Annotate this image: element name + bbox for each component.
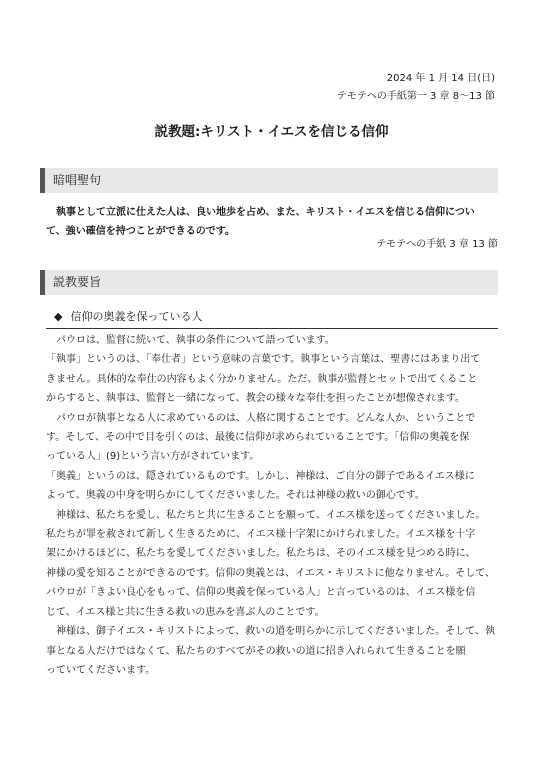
body-line: っていてくださいます。 — [46, 664, 156, 676]
recitation-heading: 暗唱聖句 — [40, 168, 498, 193]
body-line: 「奥義」というのは、隠されているものです。しかし、神様は、ご自分の御子であるイエス様に — [46, 470, 475, 482]
body-line: 神様の愛を知ることができるのです。信仰の奥義とは、イエス・キリストに他なりません。そして、 — [46, 567, 495, 579]
body-line: 神様は、御子イエス・キリストによって、救いの道を明らかに示してくださいました。そして、執 — [46, 626, 495, 638]
body-line: 神様は、私たちを愛し、私たちと共に生きることを願って、イエス様を送ってくださいました。 — [46, 509, 486, 521]
body-line: 「執事」というのは、「奉仕者」という意味の言葉です。執事という言葉は、聖書にはあまり出て — [46, 354, 481, 366]
body-line: じて、イエス様と共に生きる救いの恵みを喜ぶ人のことです。 — [46, 606, 325, 618]
body-line: からすると、執事は、監督と一緒になって、教会の様々な奉仕を担ったことが想像されます。 — [46, 393, 465, 405]
verse-line: 執事として立派に仕えた人は、良い地歩を占め、また、キリスト・イエスを信じる信仰につい — [46, 207, 475, 218]
body-line: パウロが執事となる人に求めているのは、人格に関することです。どんな人か、ということで — [46, 412, 476, 424]
body-line: パウロが「きよい良心をもって、信仰の奥義を保っている人」と言っているのは、イエス様を信 — [46, 587, 476, 599]
body-line: 架にかけるほどに、私たちを愛してくださいました。私たちは、そのイエス様を見つめる時に、 — [46, 548, 476, 560]
body-line: す。そして、その中で目を引くのは、最後に信仰が求められていることです。「信仰の奥義を保 — [46, 432, 470, 444]
body-line: きません。具体的な奉仕の内容もよく分かりません。ただ、執事が監督とセットで出てくること — [46, 373, 478, 385]
scripture-reference: テモテへの手紙第一 3 章 8～13 節 — [336, 91, 495, 102]
diamond-bullet-icon: ◆ — [54, 310, 63, 323]
summary-heading: 説教要旨 — [40, 270, 498, 295]
body-line: パウロは、監督に続いて、執事の条件について語っています。 — [46, 335, 335, 346]
verse-source: テモテへの手紙 3 章 13 節 — [376, 239, 498, 250]
summary-subheading — [54, 310, 202, 324]
recitation-verse — [46, 203, 498, 241]
sermon-date: 2024 年 1 月 14 日(日) — [386, 73, 495, 84]
summary-body — [46, 331, 500, 680]
subheading-text: 信仰の奥義を保っている人 — [70, 310, 203, 323]
sermon-title: 説教題:キリスト・イエスを信じる信仰 — [154, 124, 389, 140]
body-line: 事となる人だけではなくて、私たちのすべてがその救いの道に招き入れられて生きることを願 — [46, 645, 466, 657]
body-line: っている人」(9)という言い方がされています。 — [46, 451, 260, 463]
verse-line: て、強い確信を持つことができるのです。 — [46, 226, 235, 237]
body-line: 私たちが罪を赦されて新しく生きるために、イエス様十字架にかけられました。イエス様を十字 — [46, 529, 476, 541]
subheading-underline — [46, 328, 498, 329]
body-line: よって、奥義の中身を明らかにしてくださいました。それは神様の救いの御心です。 — [46, 490, 425, 502]
